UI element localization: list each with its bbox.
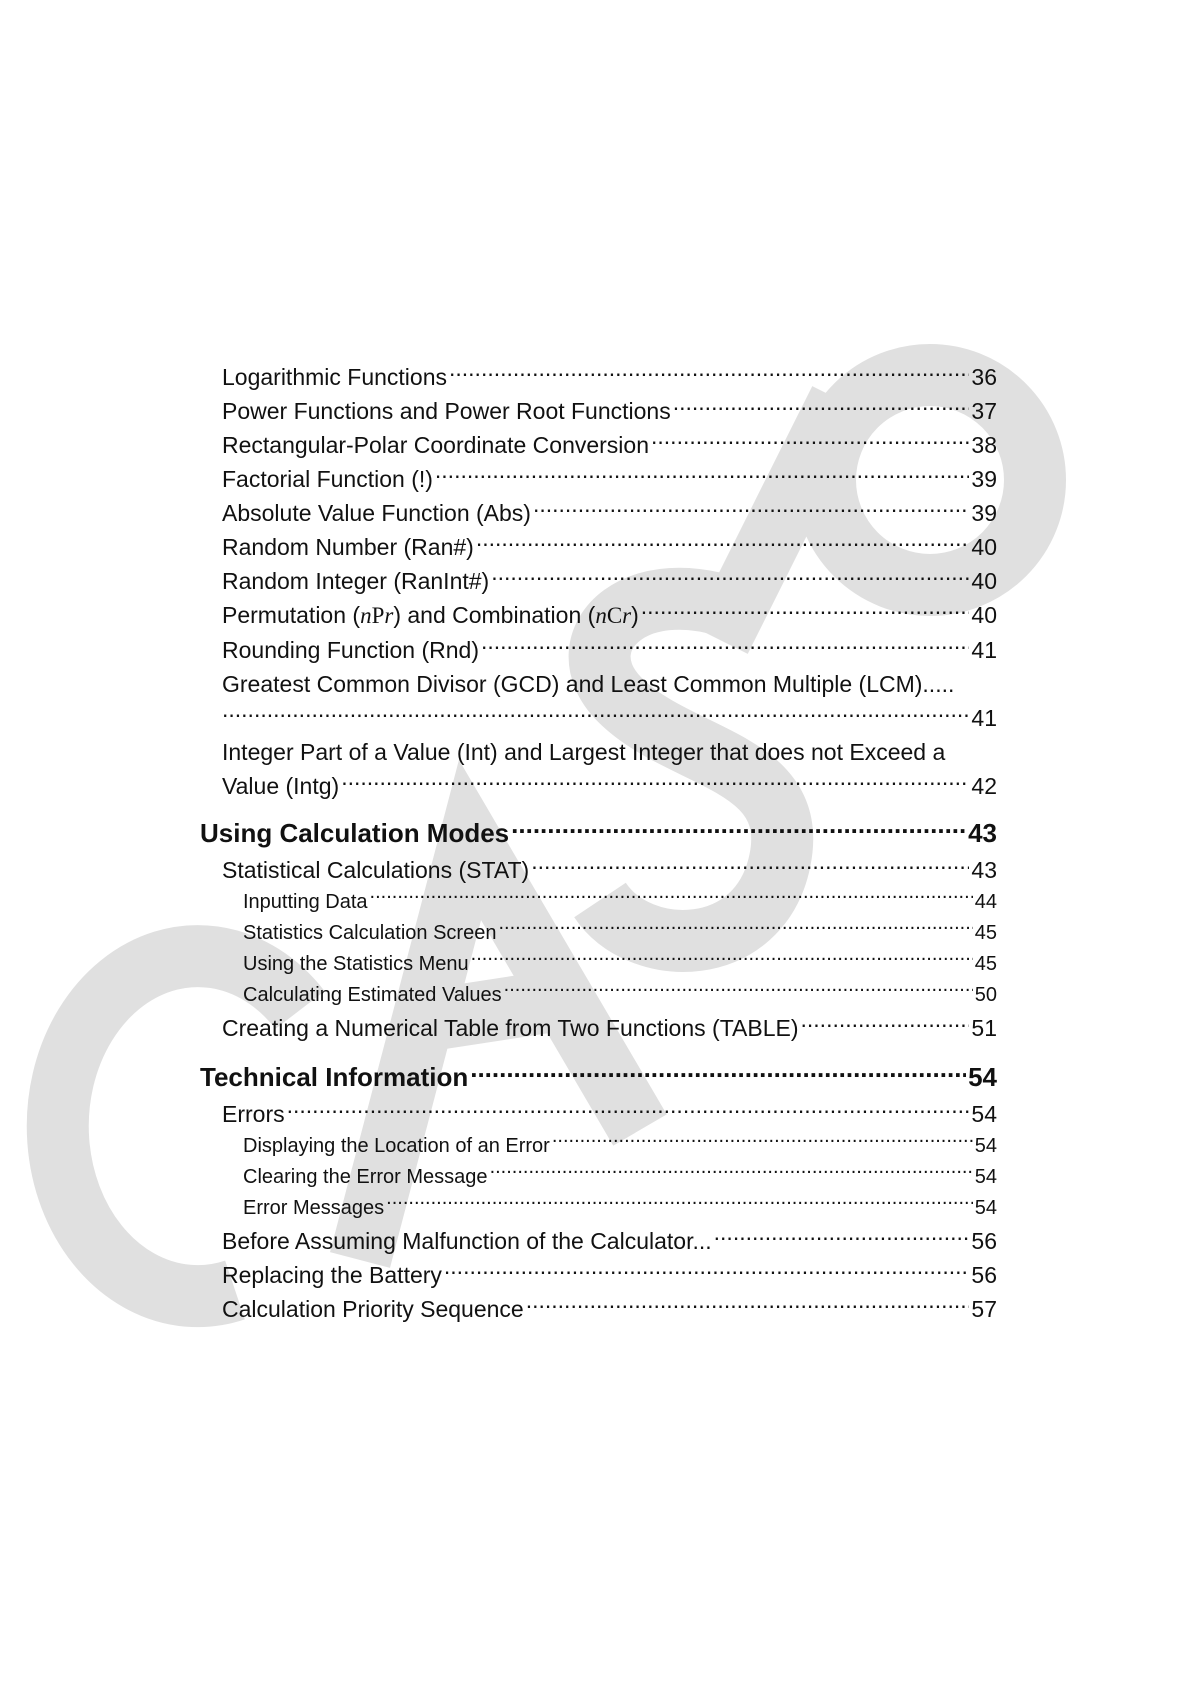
title-text: ) [631,602,639,628]
toc-entry-title: Creating a Numerical Table from Two Functions (TABLE) [222,1015,799,1041]
toc-entry-title: Value (Intg) [222,773,340,799]
toc-entry-title: Replacing the Battery [222,1262,442,1288]
title-math-r: r [384,603,394,628]
toc-entry[interactable] [200,530,997,564]
toc-subentry[interactable] [200,1193,997,1224]
toc-leader-dots [526,1294,970,1317]
toc-entry-title: Rectangular-Polar Coordinate Conversion [222,432,650,458]
toc-entry-line1[interactable]: Integer Part of a Value (Int) and Largest Integer that does not Exceed a [222,739,946,765]
toc-entry-page: 41 [971,637,997,663]
toc-leader-dots [531,855,969,878]
toc-leader-dots [714,1226,970,1249]
toc-entry-page: 54 [968,1062,997,1092]
toc-leader-dots [801,1013,970,1036]
toc-leader-dots [222,703,969,726]
toc-entry-page: 45 [974,953,997,975]
toc-leader-dots [481,635,969,658]
toc-entry-title: Clearing the Error Message [243,1166,488,1188]
title-text: Permutation ( [222,602,361,628]
toc-entry-page: 54 [974,1166,997,1188]
toc-entry-title: Errors [222,1101,285,1127]
toc-entry-title: Using the Statistics Menu [243,953,469,975]
toc-entry[interactable] [200,769,997,803]
toc-leader-dots [490,1163,973,1183]
toc-subentry[interactable] [200,1131,997,1162]
toc-entry[interactable] [200,462,997,496]
toc-entry[interactable] [200,1258,997,1292]
toc-leader-dots [435,464,970,487]
toc-entry-page: 50 [974,984,997,1006]
toc-entry-page: 36 [971,364,997,390]
toc-entry-page: 43 [968,818,997,848]
toc-subentry[interactable] [200,949,997,980]
toc-entry-page: 54 [971,1101,997,1127]
toc-leader-dots [552,1132,973,1152]
toc-entry[interactable] [200,428,997,462]
toc-subentry[interactable] [200,980,997,1011]
toc-entry-title: Random Integer (RanInt#) [222,568,490,594]
toc-leader-dots [449,362,969,385]
toc-subentry[interactable] [200,887,997,918]
toc-entry-title [222,598,639,633]
toc-entry-title: Logarithmic Functions [222,364,447,390]
toc-entry-page: 40 [971,602,997,628]
toc-subentry[interactable] [200,1162,997,1193]
toc-entry[interactable] [200,496,997,530]
toc-leader-dots [287,1099,970,1122]
toc-entry-page: 37 [971,398,997,424]
toc-entry[interactable] [200,633,997,667]
toc-entry-title: Using Calculation Modes [200,818,510,848]
toc-entry-title: Statistics Calculation Screen [243,922,497,944]
toc-entry[interactable] [200,394,997,428]
toc-entry-page: 56 [971,1228,997,1254]
toc-entry-page: 41 [971,705,997,731]
toc-entry-title: Before Assuming Malfunction of the Calculator... [222,1228,712,1254]
toc-leader-dots [673,396,970,419]
toc-entry-title: Statistical Calculations (STAT) [222,857,530,883]
toc-section-heading[interactable] [200,1059,997,1095]
toc-entry[interactable] [200,1011,997,1045]
toc-entry-page: 45 [974,922,997,944]
toc-entry-title: Power Functions and Power Root Functions [222,398,671,424]
toc-entry-title: Inputting Data [243,891,368,913]
toc-entry-page: 40 [971,568,997,594]
toc-entry-page: 57 [971,1296,997,1322]
toc-entry-title: Absolute Value Function (Abs) [222,500,531,526]
title-math-p: P [371,603,385,628]
toc-entry-title: Factorial Function (!) [222,466,433,492]
toc-entry[interactable] [200,1224,997,1258]
toc-entry-page: 38 [971,432,997,458]
title-math-n: n [360,603,372,628]
title-math-n: n [595,603,607,628]
toc-leader-dots [498,919,972,939]
toc-entry-continuation[interactable] [200,701,997,735]
toc-entry-page: 51 [971,1015,997,1041]
toc-leader-dots [511,816,966,842]
toc-leader-dots [370,888,973,908]
toc-entry-title: Calculation Priority Sequence [222,1296,524,1322]
toc-leader-dots [641,600,970,623]
toc-leader-dots [470,1060,966,1086]
toc-entry-page: 54 [974,1135,997,1157]
title-math-r: r [622,603,632,628]
toc-leader-dots [533,498,969,521]
toc-leader-dots [386,1194,973,1214]
toc-leader-dots [341,771,969,794]
toc-entry[interactable] [200,1292,997,1326]
table-of-contents [200,360,997,1326]
toc-entry-page: 44 [974,891,997,913]
toc-entry-page: 39 [971,500,997,526]
toc-entry-title: Technical Information [200,1062,469,1092]
toc-leader-dots [471,950,973,970]
toc-entry[interactable] [200,853,997,887]
toc-entry[interactable] [200,564,997,598]
toc-leader-dots [651,430,969,453]
toc-entry-page: 54 [974,1197,997,1219]
toc-leader-dots [444,1260,970,1283]
toc-section-heading[interactable] [200,815,997,851]
toc-entry-title: Displaying the Location of an Error [243,1135,550,1157]
toc-subentry[interactable] [200,918,997,949]
toc-entry-page: 43 [971,857,997,883]
toc-entry-title: Error Messages [243,1197,385,1219]
toc-entry[interactable] [200,360,997,394]
toc-leader-dots [504,981,973,1001]
toc-entry-page: 56 [971,1262,997,1288]
toc-entry[interactable] [200,598,997,633]
toc-entry-page: 42 [971,773,997,799]
toc-entry-title: Random Number (Ran#) [222,534,474,560]
toc-entry-page: 39 [971,466,997,492]
toc-entry[interactable] [200,1097,997,1131]
title-math-c: C [606,603,623,628]
toc-leader-dots [491,566,969,589]
title-text: ) and Combination ( [393,602,596,628]
toc-leader-dots [476,532,970,555]
toc-entry-line1[interactable]: Greatest Common Divisor (GCD) and Least Common Multiple (LCM)..... [222,671,955,697]
toc-entry-page: 40 [971,534,997,560]
toc-entry-title: Rounding Function (Rnd) [222,637,479,663]
toc-entry-title: Calculating Estimated Values [243,984,502,1006]
